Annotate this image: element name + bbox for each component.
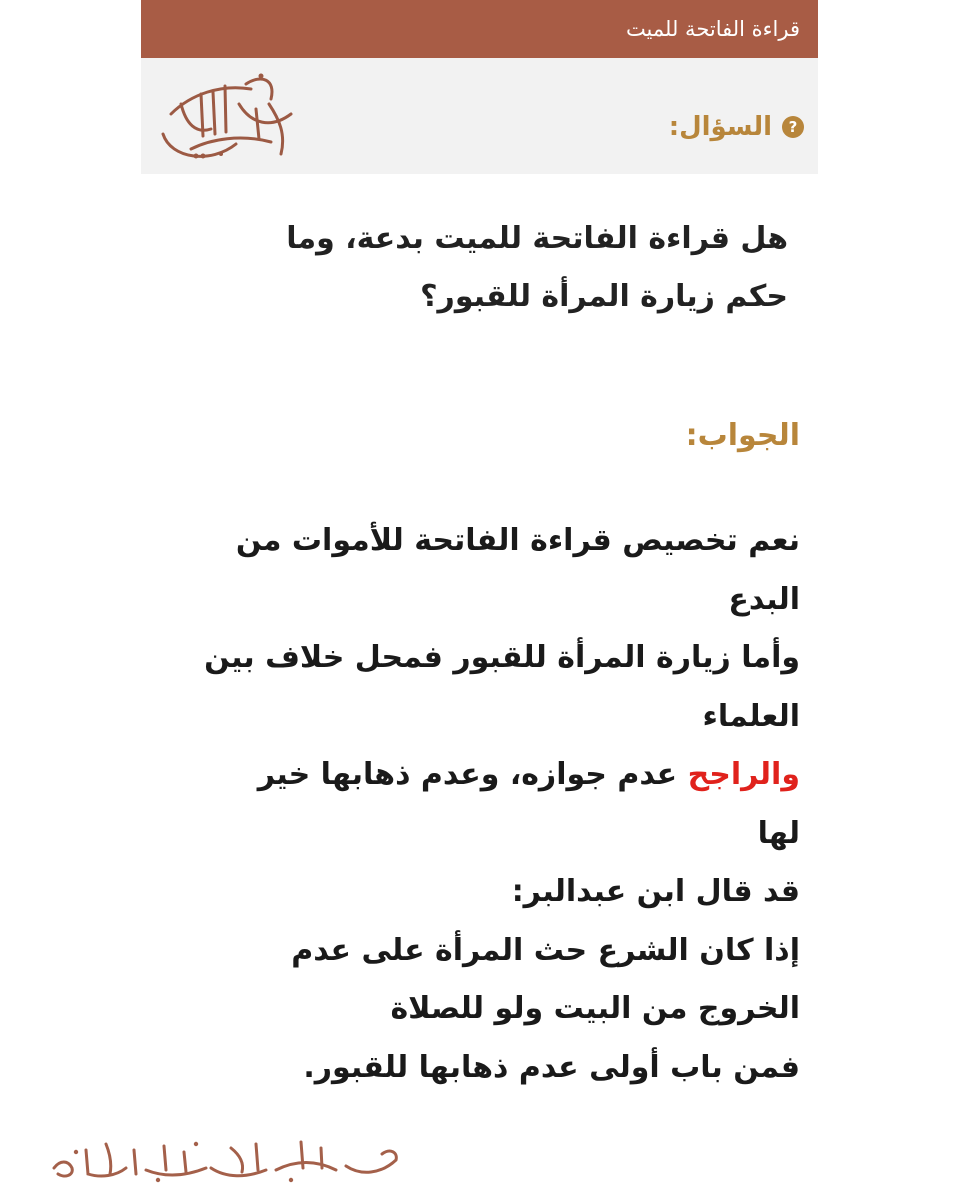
answer-body [160,512,800,1097]
answer-line: إذا كان الشرع حث المرأة على عدم [291,932,800,968]
answer-line: البدع [728,581,800,617]
answer-label: الجواب: [685,418,800,453]
answer-line: وأما زيارة المرأة للقبور فمحل خلاف بين [204,640,800,675]
question-label-row [669,112,804,142]
question-line: حكم زيارة المرأة للقبور؟ [420,279,788,314]
highlight-rest: عدم جوازه، وعدم ذهابها خير [257,757,688,792]
signature-icon [46,1130,406,1186]
header-title: قراءة الفاتحة للميت [625,17,800,41]
answer-line: العلماء [702,698,800,734]
question-band [141,58,818,174]
question-circle-icon: ? [782,116,804,138]
answer-line: الخروج من البيت ولو للصلاة [390,991,800,1026]
calligraphy-logo-icon [151,64,306,168]
answer-line-highlighted [160,746,800,805]
highlight-word: والراجح [687,757,800,792]
answer-line: نعم تخصيص قراءة الفاتحة للأموات من [235,523,800,558]
header-bar [141,0,818,58]
question-text [168,210,788,326]
question-line: هل قراءة الفاتحة للميت بدعة، وما [286,221,788,256]
page [141,0,818,174]
answer-line: فمن باب أولى عدم ذهابها للقبور. [303,1049,800,1085]
answer-line: لها [757,815,800,851]
answer-line: قد قال ابن عبدالبر: [511,874,800,909]
question-label: السؤال: [668,112,772,142]
